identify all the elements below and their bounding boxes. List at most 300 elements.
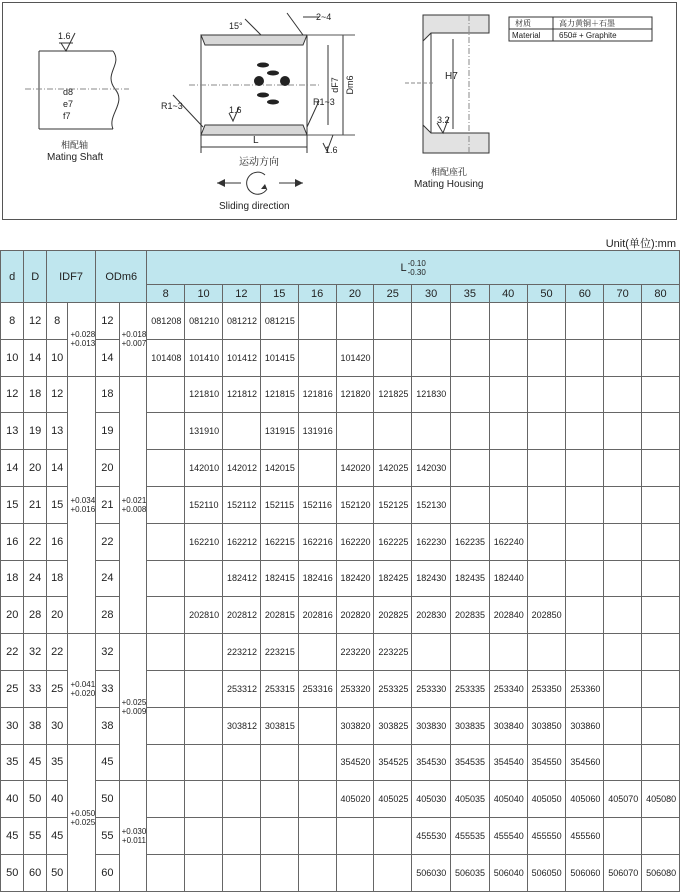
- idf7-tolerance: [68, 303, 96, 377]
- part-number-cell: 303825: [374, 707, 412, 744]
- part-number-cell: [604, 376, 642, 413]
- length-col-header: 70: [604, 285, 642, 303]
- part-number-cell: 405060: [566, 781, 604, 818]
- odm6-tolerance: [119, 634, 147, 781]
- part-number-cell: [412, 413, 451, 450]
- part-number-cell: 405070: [604, 781, 642, 818]
- part-number-cell: [222, 744, 260, 781]
- part-number-cell: 131915: [260, 413, 298, 450]
- part-number-cell: [527, 339, 566, 376]
- cell-odm6: 18: [96, 376, 119, 413]
- cell-idf7: 15: [46, 486, 68, 523]
- part-number-cell: [604, 670, 642, 707]
- part-number-cell: 253335: [450, 670, 489, 707]
- part-number-cell: [260, 818, 298, 855]
- part-number-cell: [185, 670, 223, 707]
- part-number-cell: 182435: [450, 560, 489, 597]
- part-number-cell: 303840: [489, 707, 527, 744]
- part-number-cell: [185, 818, 223, 855]
- length-col-header: 35: [450, 285, 489, 303]
- part-number-cell: 253320: [336, 670, 374, 707]
- part-number-cell: [566, 634, 604, 671]
- part-number-cell: 162225: [374, 523, 412, 560]
- part-number-cell: [298, 634, 336, 671]
- odm6-tol-lower: +0.009: [121, 707, 147, 717]
- part-number-cell: 202820: [336, 597, 374, 634]
- part-number-cell: 405050: [527, 781, 566, 818]
- part-number-cell: 121816: [298, 376, 336, 413]
- table-row: [1, 634, 680, 671]
- shaft-caption-en: Mating Shaft: [47, 152, 104, 163]
- part-number-cell: 223220: [336, 634, 374, 671]
- shaft-fit-1: d8: [63, 87, 74, 97]
- part-number-cell: [412, 339, 451, 376]
- cell-odm6: 19: [96, 413, 119, 450]
- table-row: [1, 781, 680, 818]
- cell-idf7: 25: [46, 670, 68, 707]
- cell-d: 45: [1, 818, 24, 855]
- idf7-tol-upper: +0.034: [70, 495, 96, 505]
- part-number-cell: [527, 413, 566, 450]
- part-number-cell: [527, 634, 566, 671]
- part-number-cell: 152110: [185, 486, 223, 523]
- part-number-cell: 162220: [336, 523, 374, 560]
- part-number-cell: 152120: [336, 486, 374, 523]
- cell-odm6: 33: [96, 670, 119, 707]
- part-number-cell: [147, 781, 185, 818]
- part-number-cell: 506080: [642, 854, 680, 891]
- part-number-cell: 354525: [374, 744, 412, 781]
- part-number-cell: 506035: [450, 854, 489, 891]
- part-number-cell: [374, 413, 412, 450]
- part-number-cell: 253360: [566, 670, 604, 707]
- shaft-fit-3: f7: [63, 111, 71, 121]
- part-number-cell: 121815: [260, 376, 298, 413]
- cell-odm6: 21: [96, 486, 119, 523]
- bushing-dim-id: dF7: [330, 77, 340, 93]
- part-number-cell: 202835: [450, 597, 489, 634]
- part-number-cell: 152116: [298, 486, 336, 523]
- part-number-cell: 142012: [222, 450, 260, 487]
- part-number-cell: 152115: [260, 486, 298, 523]
- part-number-cell: 253325: [374, 670, 412, 707]
- cell-d: 40: [1, 781, 24, 818]
- table-row: [1, 523, 680, 560]
- part-number-cell: [604, 597, 642, 634]
- bushing-roughness-outer: 1.6: [325, 145, 338, 155]
- part-number-cell: 121830: [412, 376, 451, 413]
- part-number-cell: 081212: [222, 303, 260, 340]
- part-number-cell: [336, 413, 374, 450]
- part-number-cell: 405035: [450, 781, 489, 818]
- cell-D: 45: [24, 744, 46, 781]
- part-number-cell: [450, 339, 489, 376]
- idf7-tolerance: [68, 744, 96, 891]
- part-number-cell: 455535: [450, 818, 489, 855]
- part-number-cell: [185, 854, 223, 891]
- cell-idf7: 12: [46, 376, 68, 413]
- odm6-tol-lower: +0.008: [121, 504, 147, 514]
- part-number-cell: [450, 413, 489, 450]
- part-number-cell: [642, 634, 680, 671]
- cell-D: 38: [24, 707, 46, 744]
- part-number-cell: [147, 707, 185, 744]
- part-number-cell: [604, 486, 642, 523]
- part-number-cell: 152125: [374, 486, 412, 523]
- part-number-cell: 405020: [336, 781, 374, 818]
- part-number-cell: [566, 450, 604, 487]
- part-number-cell: [222, 413, 260, 450]
- idf7-tol-upper: +0.028: [70, 330, 96, 340]
- table-row: [1, 486, 680, 523]
- part-number-cell: [374, 339, 412, 376]
- part-number-cell: [642, 707, 680, 744]
- part-number-cell: [527, 560, 566, 597]
- cell-odm6: 38: [96, 707, 119, 744]
- part-number-cell: [147, 450, 185, 487]
- part-number-cell: [566, 339, 604, 376]
- graphite-plug: [257, 93, 269, 98]
- part-number-cell: [147, 486, 185, 523]
- part-number-cell: 162210: [185, 523, 223, 560]
- odm6-tol-upper: +0.018: [121, 330, 147, 340]
- bushing-dim-length: L: [253, 135, 259, 146]
- header-length-lower: -0.30: [407, 267, 426, 277]
- housing-caption-cn: 相配座孔: [431, 167, 468, 177]
- part-number-cell: [147, 818, 185, 855]
- part-number-cell: [566, 597, 604, 634]
- part-number-cell: 405040: [489, 781, 527, 818]
- part-number-cell: 506030: [412, 854, 451, 891]
- cell-D: 20: [24, 450, 46, 487]
- part-number-cell: [298, 854, 336, 891]
- mating-housing-drawing: [405, 15, 489, 153]
- cell-odm6: 20: [96, 450, 119, 487]
- bushing-radius-right: R1~3: [313, 97, 335, 107]
- part-number-cell: [642, 303, 680, 340]
- part-number-cell: [566, 560, 604, 597]
- length-col-header: 60: [566, 285, 604, 303]
- part-number-cell: [489, 450, 527, 487]
- odm6-tol-lower: +0.007: [121, 339, 147, 349]
- part-number-cell: [527, 376, 566, 413]
- idf7-tol-lower: +0.013: [70, 339, 96, 349]
- cell-odm6: 45: [96, 744, 119, 781]
- part-number-cell: [147, 670, 185, 707]
- part-number-cell: 182430: [412, 560, 451, 597]
- bushing-chamfer: 2~4: [316, 12, 332, 22]
- length-col-header: 40: [489, 285, 527, 303]
- cell-D: 28: [24, 597, 46, 634]
- cell-odm6: 12: [96, 303, 119, 340]
- part-number-cell: 354530: [412, 744, 451, 781]
- part-number-cell: [185, 781, 223, 818]
- part-number-cell: 182412: [222, 560, 260, 597]
- cell-idf7: 22: [46, 634, 68, 671]
- table-body: [1, 303, 680, 892]
- cell-idf7: 13: [46, 413, 68, 450]
- part-number-cell: [642, 597, 680, 634]
- cell-D: 50: [24, 781, 46, 818]
- part-number-cell: [450, 303, 489, 340]
- part-number-cell: 121825: [374, 376, 412, 413]
- part-number-cell: [298, 339, 336, 376]
- length-col-header: 80: [642, 285, 680, 303]
- cell-D: 19: [24, 413, 46, 450]
- part-number-cell: 455530: [412, 818, 451, 855]
- part-number-cell: [566, 486, 604, 523]
- part-number-cell: 101412: [222, 339, 260, 376]
- part-number-cell: [147, 523, 185, 560]
- cell-idf7: 45: [46, 818, 68, 855]
- part-number-cell: [147, 597, 185, 634]
- part-number-cell: [642, 670, 680, 707]
- part-number-cell: 182420: [336, 560, 374, 597]
- part-number-cell: [298, 781, 336, 818]
- part-number-cell: [450, 486, 489, 523]
- part-number-cell: 142025: [374, 450, 412, 487]
- part-number-cell: 405030: [412, 781, 451, 818]
- part-number-cell: 354540: [489, 744, 527, 781]
- part-number-cell: [527, 486, 566, 523]
- part-number-cell: [604, 560, 642, 597]
- cell-odm6: 50: [96, 781, 119, 818]
- part-number-cell: [298, 818, 336, 855]
- cell-idf7: 8: [46, 303, 68, 340]
- part-number-cell: [450, 376, 489, 413]
- part-number-cell: [642, 560, 680, 597]
- table-row: [1, 670, 680, 707]
- table-row: [1, 707, 680, 744]
- part-number-cell: [489, 634, 527, 671]
- part-number-cell: 506070: [604, 854, 642, 891]
- part-number-cell: 506040: [489, 854, 527, 891]
- table-row: [1, 450, 680, 487]
- part-number-cell: 121820: [336, 376, 374, 413]
- part-number-cell: [222, 818, 260, 855]
- cell-idf7: 35: [46, 744, 68, 781]
- table-row: [1, 854, 680, 891]
- cell-D: 21: [24, 486, 46, 523]
- part-number-cell: 182416: [298, 560, 336, 597]
- housing-caption-en: Mating Housing: [414, 179, 484, 190]
- part-number-cell: 162215: [260, 523, 298, 560]
- part-number-cell: 162216: [298, 523, 336, 560]
- part-number-cell: [147, 634, 185, 671]
- header-odm6: ODm6: [96, 251, 147, 303]
- part-number-cell: 354550: [527, 744, 566, 781]
- part-number-cell: [642, 339, 680, 376]
- part-number-cell: 223225: [374, 634, 412, 671]
- part-number-cell: [604, 339, 642, 376]
- part-number-cell: 152130: [412, 486, 451, 523]
- idf7-tol-lower: +0.016: [70, 504, 96, 514]
- part-number-cell: [604, 707, 642, 744]
- part-number-cell: 142030: [412, 450, 451, 487]
- cell-odm6: 28: [96, 597, 119, 634]
- cell-d: 13: [1, 413, 24, 450]
- shaft-caption-cn: 相配轴: [61, 140, 89, 150]
- shaft-fit-2: e7: [63, 99, 74, 109]
- part-number-cell: 303812: [222, 707, 260, 744]
- cell-d: 30: [1, 707, 24, 744]
- cell-d: 20: [1, 597, 24, 634]
- cell-d: 22: [1, 634, 24, 671]
- part-number-cell: [566, 303, 604, 340]
- cell-idf7: 40: [46, 781, 68, 818]
- part-number-cell: [450, 634, 489, 671]
- part-number-cell: 253330: [412, 670, 451, 707]
- header-d: d: [1, 251, 24, 303]
- part-number-cell: 455560: [566, 818, 604, 855]
- drawing-svg: [3, 3, 678, 221]
- material-label-cn: 材质: [515, 19, 531, 28]
- cell-d: 16: [1, 523, 24, 560]
- cell-D: 14: [24, 339, 46, 376]
- part-number-cell: [412, 634, 451, 671]
- part-number-cell: [489, 339, 527, 376]
- part-number-cell: [336, 854, 374, 891]
- cell-D: 33: [24, 670, 46, 707]
- bushing-dim-od: Dm6: [345, 75, 355, 95]
- cell-odm6: 22: [96, 523, 119, 560]
- part-number-cell: [185, 560, 223, 597]
- part-number-cell: [642, 450, 680, 487]
- cell-odm6: 24: [96, 560, 119, 597]
- bushing-angle: 15°: [229, 21, 243, 31]
- graphite-plug: [267, 71, 279, 76]
- cell-D: 12: [24, 303, 46, 340]
- table-row: [1, 818, 680, 855]
- part-number-cell: [374, 854, 412, 891]
- cell-idf7: 20: [46, 597, 68, 634]
- table-row: [1, 413, 680, 450]
- header-D: D: [24, 251, 46, 303]
- part-number-cell: [604, 818, 642, 855]
- part-number-cell: [374, 818, 412, 855]
- cell-idf7: 18: [46, 560, 68, 597]
- part-number-cell: 162212: [222, 523, 260, 560]
- part-number-cell: [642, 523, 680, 560]
- part-number-cell: [489, 376, 527, 413]
- part-number-cell: 142020: [336, 450, 374, 487]
- part-number-cell: 162235: [450, 523, 489, 560]
- header-length-group: [147, 251, 680, 285]
- odm6-tol-lower: +0.011: [121, 836, 146, 846]
- material-label-en: Material: [512, 31, 541, 40]
- idf7-tolerance: [68, 376, 96, 634]
- cell-d: 15: [1, 486, 24, 523]
- part-number-cell: 131916: [298, 413, 336, 450]
- cell-odm6: 32: [96, 634, 119, 671]
- part-number-cell: [185, 744, 223, 781]
- part-number-cell: [642, 744, 680, 781]
- bushing-radius-left: R1~3: [161, 101, 183, 111]
- header-idf7: IDF7: [46, 251, 95, 303]
- length-col-header: 25: [374, 285, 412, 303]
- part-number-cell: [412, 303, 451, 340]
- part-number-cell: [604, 634, 642, 671]
- part-number-cell: 101410: [185, 339, 223, 376]
- part-number-cell: 223215: [260, 634, 298, 671]
- part-number-cell: [642, 486, 680, 523]
- table-row: [1, 560, 680, 597]
- part-number-cell: [527, 303, 566, 340]
- part-number-cell: [527, 523, 566, 560]
- cell-idf7: 50: [46, 854, 68, 891]
- graphite-plug: [257, 63, 269, 68]
- part-number-cell: [642, 413, 680, 450]
- idf7-tol-lower: +0.025: [70, 817, 96, 827]
- part-number-cell: 152112: [222, 486, 260, 523]
- part-number-cell: [489, 413, 527, 450]
- cell-d: 8: [1, 303, 24, 340]
- odm6-tol-upper: +0.025: [121, 698, 147, 708]
- length-col-header: 12: [222, 285, 260, 303]
- part-number-cell: [147, 413, 185, 450]
- graphite-plug: [267, 100, 279, 105]
- part-number-cell: [298, 707, 336, 744]
- unit-label: Unit(单位):mm: [605, 238, 676, 250]
- idf7-tol-lower: +0.020: [70, 688, 96, 698]
- part-number-cell: 253340: [489, 670, 527, 707]
- part-number-cell: 253316: [298, 670, 336, 707]
- part-number-cell: [336, 303, 374, 340]
- table-row: [1, 339, 680, 376]
- table-row: [1, 744, 680, 781]
- part-number-cell: 182415: [260, 560, 298, 597]
- part-number-cell: [222, 854, 260, 891]
- part-number-cell: [566, 376, 604, 413]
- part-number-cell: 354535: [450, 744, 489, 781]
- part-number-cell: 202850: [527, 597, 566, 634]
- length-col-header: 15: [260, 285, 298, 303]
- cell-D: 18: [24, 376, 46, 413]
- part-number-cell: 303860: [566, 707, 604, 744]
- cell-idf7: 30: [46, 707, 68, 744]
- cell-odm6: 14: [96, 339, 119, 376]
- part-number-cell: 121810: [185, 376, 223, 413]
- cell-D: 24: [24, 560, 46, 597]
- idf7-tol-upper: +0.050: [70, 808, 96, 818]
- part-number-cell: 303820: [336, 707, 374, 744]
- shaft-roughness: 1.6: [58, 31, 71, 41]
- part-number-cell: [450, 450, 489, 487]
- housing-dim: H7: [445, 71, 458, 82]
- cell-d: 50: [1, 854, 24, 891]
- housing-roughness: 3.2: [437, 115, 450, 125]
- cell-d: 14: [1, 450, 24, 487]
- cell-d: 10: [1, 339, 24, 376]
- part-number-cell: [298, 303, 336, 340]
- part-number-cell: [374, 303, 412, 340]
- part-number-cell: 162230: [412, 523, 451, 560]
- part-number-cell: 142015: [260, 450, 298, 487]
- part-number-cell: 202812: [222, 597, 260, 634]
- part-number-cell: 081208: [147, 303, 185, 340]
- odm6-tol-upper: +0.030: [121, 827, 147, 837]
- part-number-cell: [260, 744, 298, 781]
- idf7-tolerance: [68, 634, 96, 744]
- mating-shaft-drawing: [25, 33, 129, 129]
- part-number-cell: [566, 523, 604, 560]
- length-col-header: 20: [336, 285, 374, 303]
- part-number-cell: 142010: [185, 450, 223, 487]
- part-number-cell: 455550: [527, 818, 566, 855]
- cell-idf7: 14: [46, 450, 68, 487]
- part-number-cell: [260, 781, 298, 818]
- part-number-cell: 182425: [374, 560, 412, 597]
